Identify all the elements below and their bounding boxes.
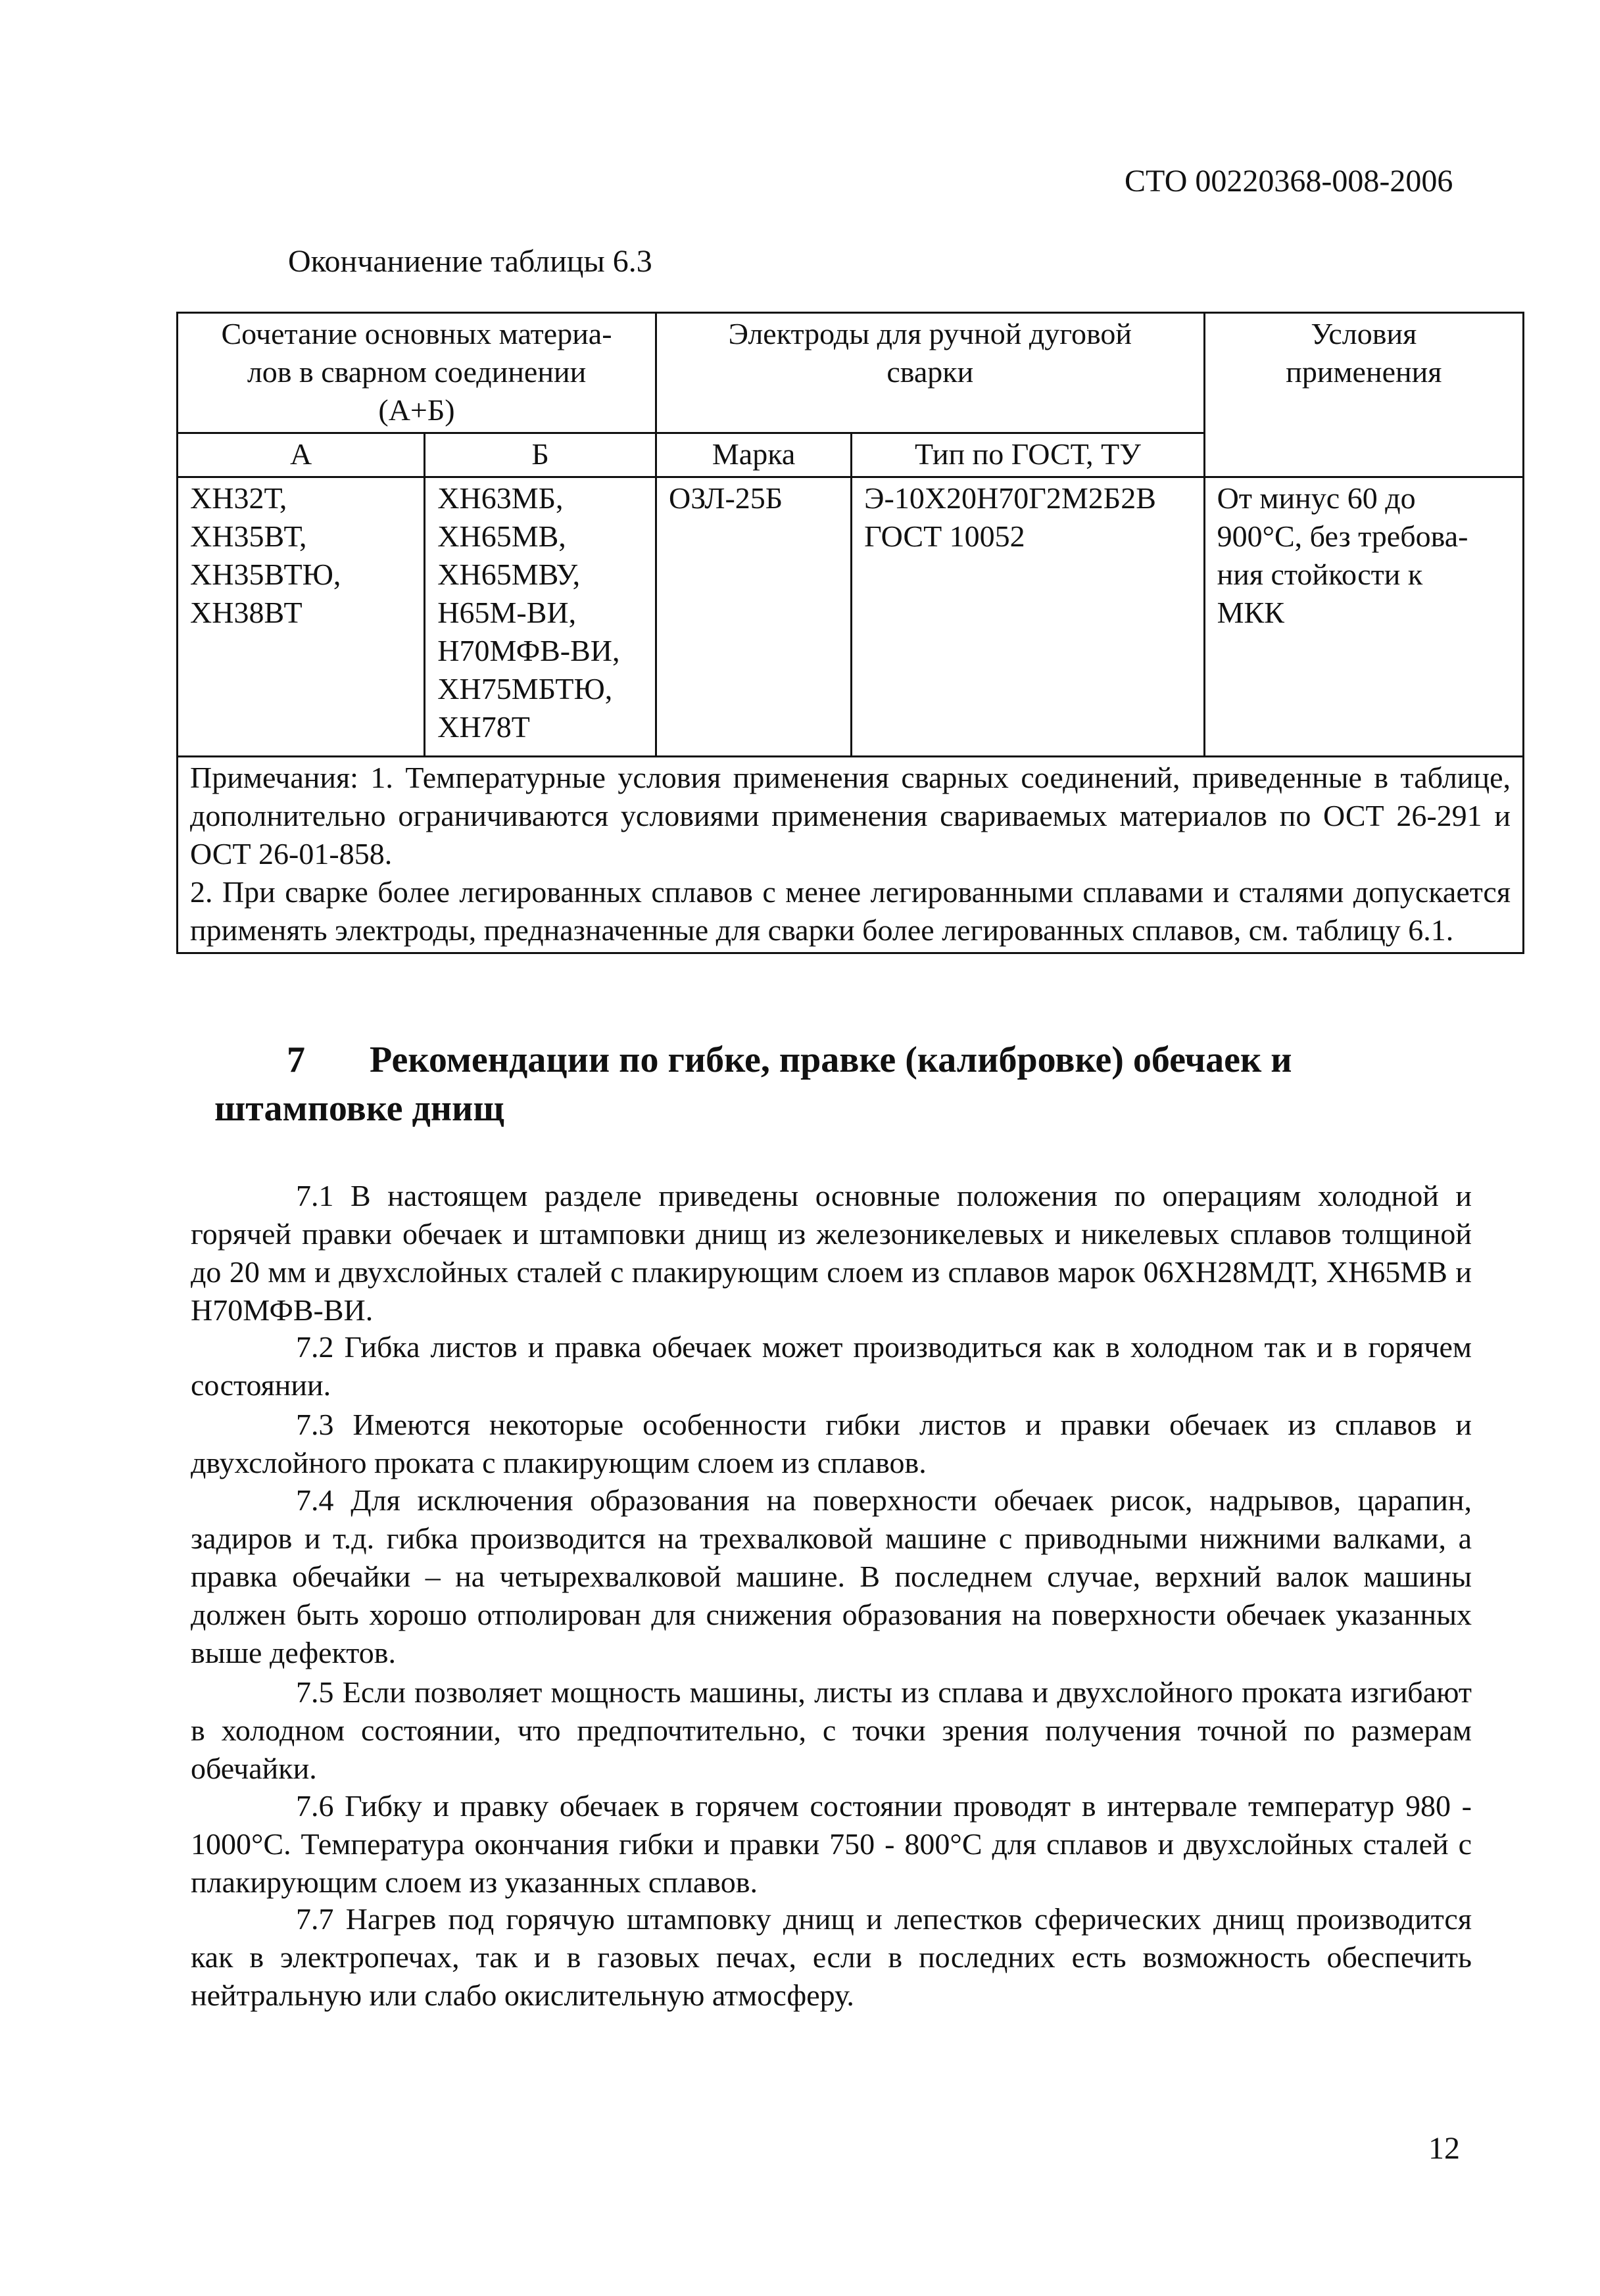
header-col-a: А bbox=[178, 433, 425, 477]
cell-electrode-mark bbox=[656, 477, 852, 757]
paragraph-text: 7.3 Имеются некоторые особенности гибки листов и правки обечаек из сплавов и двухслойного проката с плакирующим слоем из сплавов. bbox=[191, 1408, 1472, 1479]
paragraph-text: 7.1 В настоящем разделе приведены основные положения по операциям холодной и горячей правки обечаек и штамповки днищ из железоникелевых и никелевых сплавов толщиной до 20 мм и двухслойных сталей с плакирующим слоем из сплавов марок 06ХН28МДТ, ХН65МВ и Н70МФВ-ВИ. bbox=[191, 1179, 1472, 1327]
cell-line: МКК bbox=[1217, 596, 1284, 629]
paragraph-text: 7.6 Гибку и правку обечаек в горячем состоянии проводят в интервале температур 980 - 1000°С. Температура окончания гибки и правки 750 - 800°С для сплавов и двухслойных сталей с плакирующим слоем из указанных сплавов. bbox=[191, 1789, 1472, 1899]
cell-line: Э-10Х20Н70Г2М2Б2В bbox=[864, 481, 1156, 515]
cell-line: ХН38ВТ bbox=[190, 596, 303, 629]
cell-line: Электроды для ручной дуговой bbox=[728, 317, 1132, 350]
header-col-type: Тип по ГОСТ, ТУ bbox=[852, 433, 1204, 477]
cell-line: ХН75МБТЮ, bbox=[437, 672, 613, 706]
cell-conditions bbox=[1204, 477, 1523, 757]
cell-electrode-type bbox=[852, 477, 1204, 757]
page-number: 12 bbox=[1428, 2131, 1460, 2166]
paragraph-7-6 bbox=[191, 1787, 1472, 1901]
paragraph-text: 7.2 Гибка листов и правка обечаек может производиться как в холодном так и в горячем состоянии. bbox=[191, 1330, 1472, 1402]
cell-line: ХН63МБ, bbox=[437, 481, 564, 515]
paragraph-text: 7.4 Для исключения образования на поверхности обечаек рисок, надрывов, царапин, задиров и т.д. гибка производится на трехвалковой машине с приводными нижними валками, а правка обечайки – на четырехвалковой машине. В последнем случае, верхний валок машины должен быть хорошо отполирован для снижения образования на поверхности обечаек указанных выше дефектов. bbox=[191, 1483, 1472, 1669]
paragraph-text: 7.7 Нагрев под горячую штамповку днищ и лепестков сферических днищ производится как в электропечах, так и в газовых печах, если в последних есть возможность обеспечить нейтральную или слабо окислительную атмосферу. bbox=[191, 1902, 1472, 2012]
cell-line: ХН35ВТ, bbox=[190, 519, 307, 553]
cell-line: 900°С, без требова- bbox=[1217, 519, 1468, 553]
cell-line: лов в сварном соединении bbox=[247, 355, 587, 389]
paragraph-7-2 bbox=[191, 1328, 1472, 1404]
header-electrodes bbox=[656, 313, 1205, 433]
cell-line: ОЗЛ-25Б bbox=[669, 481, 783, 515]
header-col-mark: Марка bbox=[656, 433, 852, 477]
cell-line: ХН32Т, bbox=[190, 481, 287, 515]
paragraph-7-4 bbox=[191, 1481, 1472, 1672]
cell-line: ХН35ВТЮ, bbox=[190, 558, 341, 591]
table-note-1: Примечания: 1. Температурные условия применения сварных соединений, приведенные в таблице, дополнительно ограничиваются условиями применения свариваемых материалов по ОСТ 26-291 и ОСТ 26-01-858. bbox=[190, 761, 1511, 871]
paragraph-7-3 bbox=[191, 1406, 1472, 1482]
cell-line: ГОСТ 10052 bbox=[864, 519, 1025, 553]
cell-line: Условия bbox=[1311, 317, 1417, 350]
cell-line: сварки bbox=[886, 355, 974, 389]
table-caption: Окончаниение таблицы 6.3 bbox=[288, 244, 652, 279]
table-note-2: 2. При сварке более легированных сплавов с менее легированными сплавами и сталями допускается применять электроды, предназначенные для сварки более легированных сплавов, см. таблицу 6.1. bbox=[190, 875, 1511, 947]
cell-line: ХН78Т bbox=[437, 710, 530, 744]
cell-line: ХН65МВ, bbox=[437, 519, 566, 553]
header-materials bbox=[178, 313, 656, 433]
cell-line: Н70МФВ-ВИ, bbox=[437, 634, 620, 667]
table-6-3 bbox=[176, 312, 1524, 954]
section-number: 7 bbox=[287, 1040, 305, 1080]
cell-material-b bbox=[425, 477, 656, 757]
document-code: СТО 00220368-008-2006 bbox=[1125, 164, 1453, 199]
section-heading bbox=[214, 1036, 1464, 1133]
cell-line: ХН65МВУ, bbox=[437, 558, 581, 591]
cell-line: Сочетание основных материа- bbox=[221, 317, 612, 350]
header-col-b: Б bbox=[425, 433, 656, 477]
cell-material-a bbox=[178, 477, 425, 757]
cell-line: ния стойкости к bbox=[1217, 558, 1423, 591]
section-title: Рекомендации по гибке, правке (калибровке) обечаек и штамповке днищ bbox=[214, 1040, 1292, 1129]
paragraph-7-7 bbox=[191, 1900, 1472, 2015]
paragraph-7-1 bbox=[191, 1177, 1472, 1329]
paragraph-text: 7.5 Если позволяет мощность машины, листы из сплава и двухслойного проката изгибают в холодном состоянии, что предпочтительно, с точки зрения получения точной по размерам обечайки. bbox=[191, 1675, 1472, 1785]
cell-line: применения bbox=[1286, 355, 1442, 389]
paragraph-7-5 bbox=[191, 1673, 1472, 1788]
cell-line: От минус 60 до bbox=[1217, 481, 1416, 515]
header-conditions bbox=[1204, 313, 1523, 477]
table-notes bbox=[178, 757, 1524, 953]
cell-line: Н65М-ВИ, bbox=[437, 596, 577, 629]
cell-line: (А+Б) bbox=[378, 393, 455, 427]
